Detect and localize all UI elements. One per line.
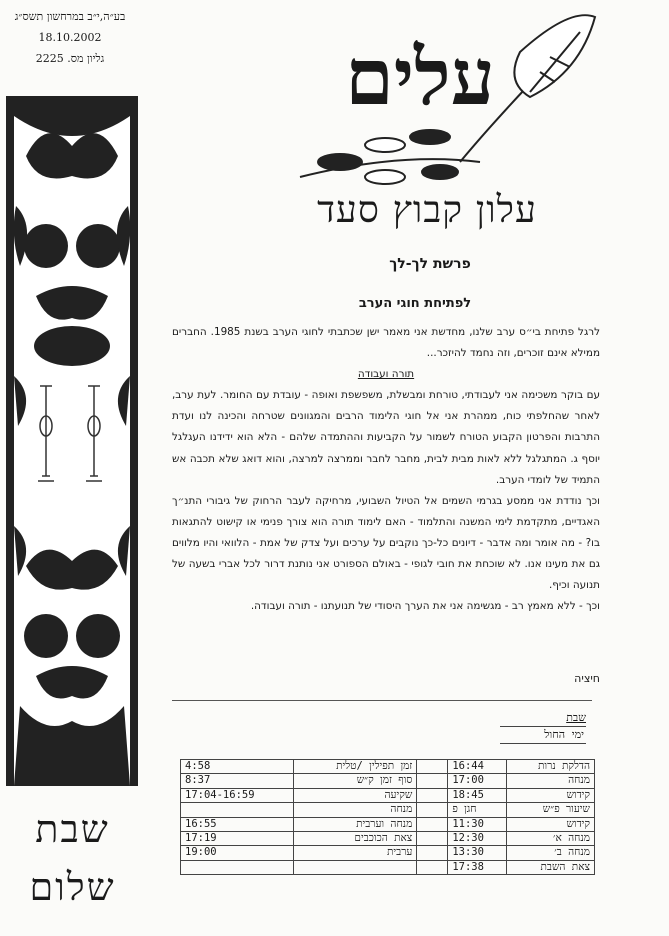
issue-header <box>0 6 140 69</box>
schedule-left-label: מנחה וערבית <box>294 817 417 831</box>
article-title: לפתיחת חוגי הערב <box>358 296 472 311</box>
article-paragraph-1: עם בוקר משכימה אני לעבודתי, טורחת ומבשלת, משפשפת ואופה - עובדת עם החומר. לעת ערב, לאחר שהחלפתי כוח, ממהרת אני אל חוגי הלימוד הרבים והמגוונים שטרחה והכינה לנו ועדת התרבות והפרטון הקבוע הטורח לשמור על הקביעות וההתמדה שלהם - הלא הוא ידידנו העגלגל יוסף ג. המתגלגל ללא לאות מבית לבית, מחבר לחבר וממרצה למרצה, והוא דואג שלא תכבה אש התמיד של לומדי הערב. <box>172 389 600 486</box>
schedule-spacer <box>417 817 448 831</box>
article-subheading: תורה ועבודה <box>357 368 415 381</box>
shabbat-shalom-greeting <box>0 800 145 916</box>
schedule-right-time: 17:00 <box>448 774 507 788</box>
shabbat-heading: שבת <box>566 711 586 724</box>
schedule-left-time: 4:58 <box>181 760 294 774</box>
schedule-row <box>181 817 595 831</box>
issue-number: גליון מס. 2225 <box>35 52 105 65</box>
weekly-portion: פרשת לך-לך <box>389 256 471 272</box>
shalom-word: שלום <box>29 865 116 909</box>
schedule-spacer <box>417 860 448 874</box>
article-body <box>172 322 600 617</box>
schedule-left-time: 17:19 <box>181 831 294 845</box>
schedule-right-label: מנחה א׳ <box>506 831 594 845</box>
newsletter-logo <box>280 12 600 190</box>
schedule-left-label <box>294 860 417 874</box>
section-divider <box>172 700 592 701</box>
schedule-left-time: 8:37 <box>181 774 294 788</box>
schedule-row <box>181 788 595 802</box>
hebrew-date: בע״ה,י״ב במרחשון תשס״ג <box>14 10 126 23</box>
schedule-left-label: צאת הכוכבים <box>294 831 417 845</box>
schedule-left-time: 19:00 <box>181 846 294 860</box>
schedule-headings <box>500 710 586 744</box>
schedule-row <box>181 860 595 874</box>
schedule-left-label: ערבית <box>294 846 417 860</box>
schedule-row <box>181 803 595 817</box>
schedule-right-time: 17:38 <box>448 860 507 874</box>
gregorian-date: 18.10.2002 <box>38 31 102 44</box>
schedule-right-label: הדלקת נרות <box>506 760 594 774</box>
schedule-left-label: שקיעה <box>294 788 417 802</box>
schedule-row <box>181 846 595 860</box>
logo-text: עלים <box>345 32 495 123</box>
schedule-right-time: 12:30 <box>448 831 507 845</box>
prayer-times-table <box>180 759 595 875</box>
schedule-right-time: חגן פ <box>448 803 507 817</box>
schedule-left-time: 17:04-16:59 <box>181 788 294 802</box>
schedule-spacer <box>417 831 448 845</box>
schedule-row <box>181 774 595 788</box>
schedule-left-label: מנחה <box>294 803 417 817</box>
schedule-right-time: 18:45 <box>448 788 507 802</box>
schedule-row <box>181 760 595 774</box>
schedule-spacer <box>417 760 448 774</box>
schedule-right-label: מנחה <box>506 774 594 788</box>
schedule-spacer <box>417 788 448 802</box>
schedule-right-time: 16:44 <box>448 760 507 774</box>
shabbat-word: שבת <box>35 807 110 851</box>
article-paragraph-3: וכך - ללא מאמץ רב - מגשימה אני את הערך היסודי של תנועתנו - תורה ועבודה. <box>250 600 600 613</box>
article-intro: לרגל פתיחת בי״ס ערב שלנו, מחדשת אני מאמר ישן שכתבתי לחוגי הערב בשנת 1985. החברים ממילא אינם זוכרים, וזה נחמד להיזכר... <box>172 326 600 360</box>
schedule-spacer <box>417 846 448 860</box>
schedule-right-label: קידוש <box>506 788 594 802</box>
schedule-left-time: 16:55 <box>181 817 294 831</box>
schedule-right-label: שיעור פ״ש <box>506 803 594 817</box>
schedule-left-label: זמן תפילין /טלית <box>294 760 417 774</box>
newsletter-subtitle: עלון קבוץ סעד <box>317 188 537 231</box>
schedule-spacer <box>417 774 448 788</box>
schedule-right-label: צאת השבת <box>506 860 594 874</box>
weekdays-heading: ימי החול <box>500 726 586 744</box>
schedule-right-time: 13:30 <box>448 846 507 860</box>
schedule-left-time <box>181 860 294 874</box>
ornament-border <box>6 96 138 786</box>
article-signature: חיציה <box>574 672 600 685</box>
schedule-left-label: סוף זמן ק״ש <box>294 774 417 788</box>
schedule-spacer <box>417 803 448 817</box>
schedule-right-time: 11:30 <box>448 817 507 831</box>
schedule-right-label: קידוש <box>506 817 594 831</box>
schedule-left-time <box>181 803 294 817</box>
article-paragraph-2: וכך נודדת אני ממסע בגרמי השמים אל הטיול השבועי, מרחיקה לעבר הרחוק של גיבורי התנ״ך האגדיים, מתקדמת לימי המשנה והתלמוד - האם לימוד תורה הוא צורך פנימי או קישוט להתגאות בו? - מה אומר ומה אדבר - דיונים כל-כך נוקבים על ערכים ועל צדק של אמת - הלוואי והיו מלווים גם את מעינו אנו. לא שוכחת את חובי לגופי - באולם הספורט אני נותנת דרור לכל אברי בשעה של תנועה וכיף. <box>172 494 600 592</box>
schedule-row <box>181 831 595 845</box>
schedule-right-label: מנחה ב׳ <box>506 846 594 860</box>
